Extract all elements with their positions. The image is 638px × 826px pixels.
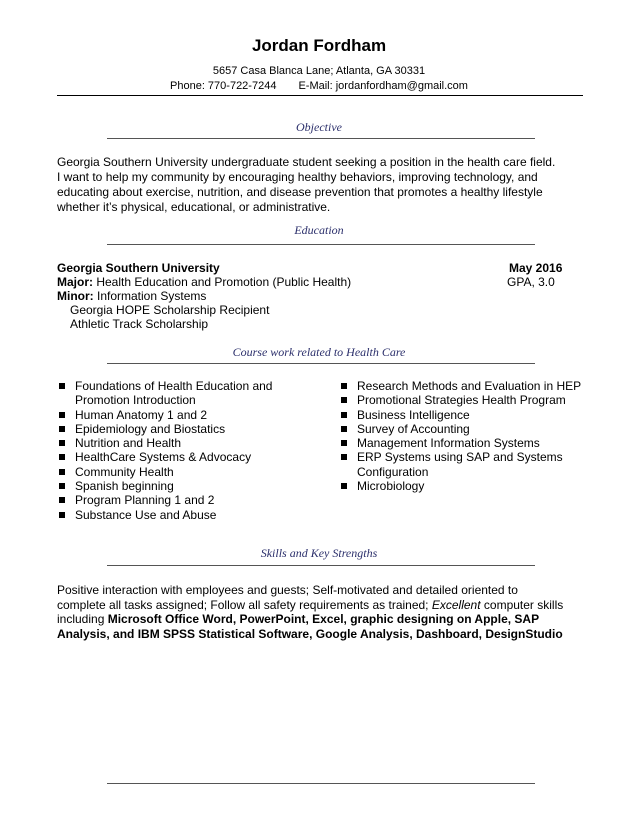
award-item: Athletic Track Scholarship	[70, 317, 209, 331]
skills-heading: Skills and Key Strengths	[260, 546, 378, 560]
objective-divider	[107, 138, 535, 139]
course-item: Community Health	[57, 465, 297, 479]
candidate-name: Jordan Fordham	[251, 36, 387, 55]
minor-line	[57, 289, 206, 303]
objective-line: educating about exercise, nutrition, and disease prevention that promotes a healthy lifestyle	[57, 185, 543, 199]
course-item: Nutrition and Health	[57, 436, 297, 450]
objective-line: I want to help my community by encouraging healthy behaviors, improving technology, and	[57, 170, 538, 184]
skills-text-italic: Excellent	[431, 597, 481, 612]
footer-divider	[107, 783, 535, 784]
course-item: HealthCare Systems & Advocacy	[57, 450, 297, 464]
minor-label: Minor:	[57, 289, 94, 303]
course-item: Research Methods and Evaluation in HEP	[339, 379, 589, 393]
skills-text-part: computer skills including	[57, 597, 564, 626]
objective-heading: Objective	[296, 120, 342, 134]
coursework-divider	[107, 363, 535, 364]
major-label: Major:	[57, 275, 93, 289]
gpa: GPA, 3.0	[507, 275, 555, 289]
coursework-right-list	[339, 379, 589, 493]
objective-text	[57, 155, 587, 215]
graduation-date: May 2016	[509, 261, 563, 275]
school-name: Georgia Southern University	[57, 261, 220, 275]
course-item: Foundations of Health Education and Promotion Introduction	[57, 379, 297, 408]
course-item: Substance Use and Abuse	[57, 508, 297, 522]
major-value: Health Education and Promotion (Public Health)	[96, 275, 352, 289]
course-item: Management Information Systems	[339, 436, 589, 450]
course-item: Business Intelligence	[339, 408, 589, 422]
email: E-Mail: jordanfordham@gmail.com	[298, 80, 468, 92]
objective-line: Georgia Southern University undergraduate student seeking a position in the health care field.	[57, 155, 556, 169]
award-item: Georgia HOPE Scholarship Recipient	[70, 303, 270, 317]
contact-line	[0, 80, 638, 92]
course-item: Promotional Strategies Health Program	[339, 393, 589, 407]
coursework-heading: Course work related to Health Care	[232, 345, 406, 359]
course-item: Epidemiology and Biostatics	[57, 422, 297, 436]
major-line	[57, 275, 351, 289]
course-item: Human Anatomy 1 and 2	[57, 408, 297, 422]
skills-text-part: Positive interaction with employees and guests; Self-motivated and detailed oriented to complete all tasks assigned; Follow all safety requirements as trained;	[57, 583, 518, 612]
course-item: ERP Systems using SAP and Systems Configuration	[339, 450, 589, 479]
objective-line: whether it’s physical, educational, or administrative.	[57, 200, 331, 214]
skills-software-list: Microsoft Office Word, PowerPoint, Excel, graphic designing on Apple, SAP Analysis, and IBM SPSS Statistical Software, Google Analysis, Dashboard, DesignStudio	[57, 612, 563, 641]
address: 5657 Casa Blanca Lane; Atlanta, GA 30331	[212, 65, 426, 77]
course-item: Survey of Accounting	[339, 422, 589, 436]
course-item: Spanish beginning	[57, 479, 297, 493]
education-divider	[107, 244, 535, 245]
header-divider	[57, 95, 583, 96]
course-item: Microbiology	[339, 479, 589, 493]
skills-text	[57, 583, 565, 641]
phone: Phone: 770-722-7244	[170, 80, 277, 92]
coursework-left-list	[57, 379, 297, 522]
education-heading: Education	[294, 223, 344, 237]
skills-divider	[107, 565, 535, 566]
minor-value: Information Systems	[97, 289, 207, 303]
course-item: Program Planning 1 and 2	[57, 493, 297, 507]
